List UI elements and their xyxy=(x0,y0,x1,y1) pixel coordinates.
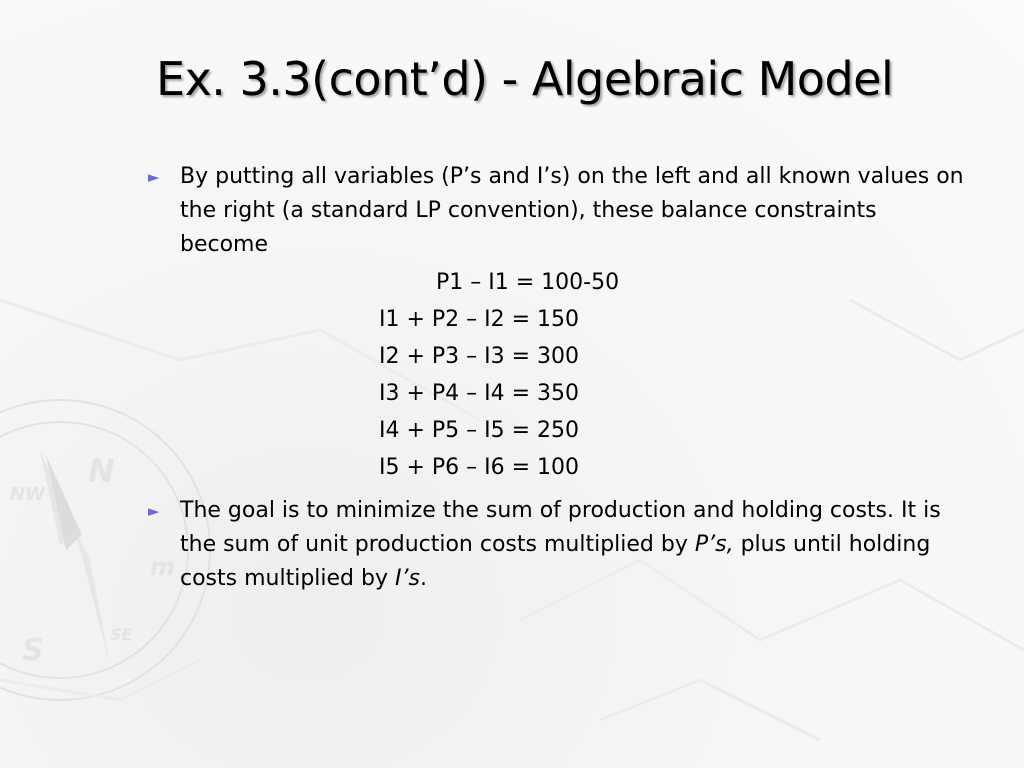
compass-letter-s: S xyxy=(22,633,44,668)
compass-letter-n: N xyxy=(88,452,115,490)
bullet-item-balance-constraints xyxy=(148,160,968,486)
goal-text-end: . xyxy=(419,566,427,591)
bullet-text: By putting all variables (P’s and I’s) on the left and all known values on the right (a standard LP convention), these balance constraints become xyxy=(180,164,964,257)
equation-list xyxy=(180,264,800,486)
equation-line: I4 + P5 – I5 = 250 xyxy=(379,418,580,443)
goal-text-before: The goal is to minimize the sum of production and holding costs. It is the sum of unit production costs multiplied by xyxy=(180,498,941,557)
slide-content xyxy=(148,160,968,596)
equation-line: P1 – I1 = 100-50 xyxy=(436,270,620,295)
equation-line: I5 + P6 – I6 = 100 xyxy=(379,455,580,480)
equation-line: I3 + P4 – I4 = 350 xyxy=(379,381,580,406)
slide-title: Ex. 3.3(cont’d) - Algebraic Model xyxy=(156,52,894,106)
goal-emphasis-is: I’s xyxy=(394,566,420,591)
compass-letter-nw: NW xyxy=(10,484,45,505)
triangle-bullet-icon: ► xyxy=(148,502,160,520)
goal-text-middle: plus until holding costs multiplied by xyxy=(180,532,931,591)
compass-letter-m: m xyxy=(150,553,176,581)
triangle-bullet-icon: ► xyxy=(148,168,160,186)
compass-letter-se: SE xyxy=(110,625,133,644)
bullet-text xyxy=(180,494,970,596)
bullet-item-goal xyxy=(148,494,968,596)
equation-line: I2 + P3 – I3 = 300 xyxy=(379,344,580,369)
goal-emphasis-ps: P’s, xyxy=(694,532,734,557)
equation-line: I1 + P2 – I2 = 150 xyxy=(379,307,580,332)
